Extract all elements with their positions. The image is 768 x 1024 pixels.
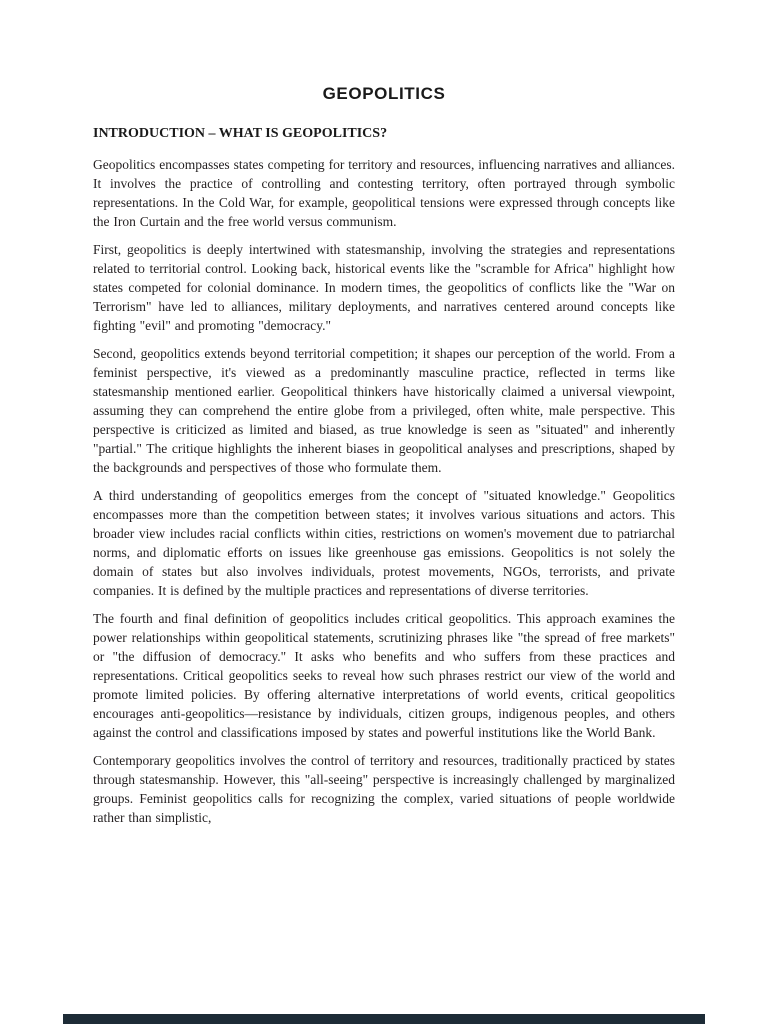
paragraph: Geopolitics encompasses states competing for territory and resources, influencing narratives and alliances. It involves the practice of controlling and contesting territory, often portrayed through symbolic representations. In the Cold War, for example, geopolitical tensions were expressed through concepts like the Iron Curtain and the free world versus communism. [93, 157, 675, 229]
paragraph: First, geopolitics is deeply intertwined with statesmanship, involving the strategies and representations related to territorial control. Looking back, historical events like the "scramble for Africa" highlight how states competed for colonial dominance. In modern times, the geopolitics of conflicts like the "War on Terrorism" have led to alliances, military deployments, and narratives centered around concepts like fighting "evil" and promoting "democracy." [93, 242, 675, 333]
page-gap-bar [63, 1014, 705, 1024]
paragraph: Second, geopolitics extends beyond territorial competition; it shapes our perception of the world. From a feminist perspective, it's viewed as a predominantly masculine practice, reflected in terms like statesmanship mentioned earlier. Geopolitical thinkers have historically claimed a universal viewpoint, assuming they can comprehend the entire globe from a privileged, often white, male perspective. This perspective is criticized as limited and biased, as true knowledge is seen as "situated" and inherently "partial." The critique highlights the inherent biases in geopolitical analyses and prescriptions, shaped by the backgrounds and perspectives of those who formulate them. [93, 346, 675, 475]
paragraph: A third understanding of geopolitics emerges from the concept of "situated knowledge." Geopolitics encompasses more than the competition between states; it involves various situations and actors. This broader view includes racial conflicts within cities, restrictions on women's movement due to patriarchal norms, and diplomatic efforts on issues like greenhouse gas emissions. Geopolitics is not solely the domain of states but also involves individuals, protest movements, NGOs, terrorists, and private companies. It is defined by the multiple practices and representations of diverse territories. [93, 488, 675, 598]
section-heading: INTRODUCTION – WHAT IS GEOPOLITICS? [93, 126, 388, 141]
page-title: GEOPOLITICS [322, 84, 446, 103]
paragraph: Contemporary geopolitics involves the control of territory and resources, traditionally practiced by states through statesmanship. However, this "all-seeing" perspective is increasingly challenged by marginalized groups. Feminist geopolitics calls for recognizing the complex, varied situations of people worldwide rather than simplistic, [93, 753, 675, 825]
paragraph: The fourth and final definition of geopolitics includes critical geopolitics. This approach examines the power relationships within geopolitical statements, scrutinizing phrases like "the spread of free markets" or "the diffusion of democracy." It asks who benefits and who suffers from these practices and representations. Critical geopolitics seeks to reveal how such phrases restrict our view of the world and promote limited policies. By offering alternative interpretations of world events, critical geopolitics encourages anti-geopolitics—resistance by individuals, citizen groups, indigenous peoples, and others against the control and classifications imposed by states and powerful institutions like the World Bank. [93, 611, 675, 740]
